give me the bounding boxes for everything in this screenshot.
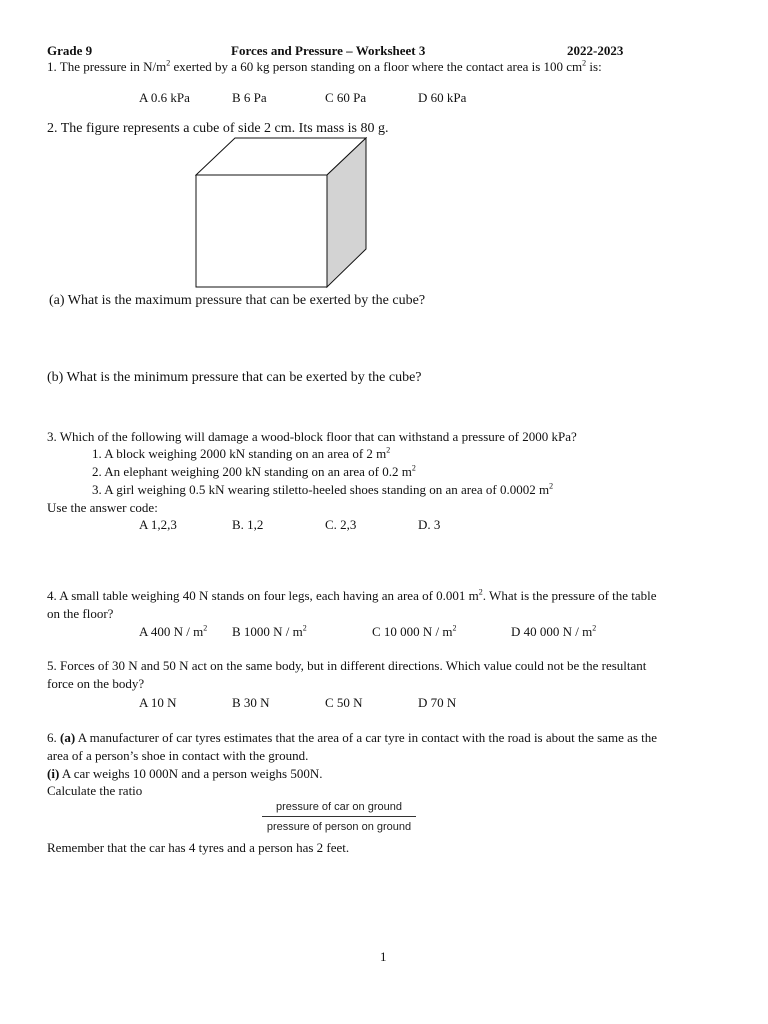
question-6-text: 6. (a) A manufacturer of car tyres estimates that the area of a car tyre in contact with the road is about the same as the (47, 730, 658, 745)
question-6-note: Remember that the car has 4 tyres and a person has 2 feet. (47, 840, 350, 855)
q1-option-a: A 0.6 kPa (139, 90, 190, 105)
cube-figure (195, 137, 367, 289)
q5-option-c: C 50 N (325, 695, 363, 710)
question-6-text-line2: area of a person’s shoe in contact with the ground. (47, 748, 309, 763)
question-3-text: 3. Which of the following will damage a wood-block floor that can withstand a pressure of 2000 kPa? (47, 429, 577, 444)
q5-option-a: A 10 N (139, 695, 177, 710)
question-1-text: 1. The pressure in $N/m^2$ exerted by a 60 kg person standing on a floor where the contact area is 100 $cm^2$ is: (47, 58, 602, 74)
q3-item-1: 1. A block weighing 2000 kN standing on an area of 2 $m^2$ (92, 445, 391, 461)
question-5-text: 5. Forces of 30 N and 50 N act on the same body, but in different directions. Which value could not be the resultant (47, 658, 647, 673)
q3-item-2: 2. An elephant weighing 200 kN standing on an area of 0.2 $m^2$ (92, 463, 416, 479)
q3-option-d: D. 3 (418, 517, 441, 532)
grade-label: Grade 9 (47, 43, 93, 58)
question-2b-text: (b) What is the minimum pressure that can be exerted by the cube? (47, 370, 422, 385)
q1-option-d: D 60 kPa (418, 90, 467, 105)
question-2-text: 2. The figure represents a cube of side 2 cm. Its mass is 80 g. (47, 121, 389, 136)
ratio-numerator: pressure of car on ground (276, 801, 402, 813)
q5-option-d: D 70 N (418, 695, 457, 710)
ratio-denominator: pressure of person on ground (266, 821, 412, 833)
q1-option-b: B 6 Pa (232, 90, 267, 105)
question-2a-text: (a) What is the maximum pressure that can be exerted by the cube? (49, 293, 426, 308)
q4-option-a: A 400 N / $m^2$ (139, 623, 208, 639)
worksheet-title: Forces and Pressure – Worksheet 3 (231, 43, 426, 58)
question-5-text-line2: force on the body? (47, 676, 145, 691)
q3-item-3: 3. A girl weighing 0.5 kN wearing stiletto-heeled shoes standing on an area of 0.0002 $m^2$ (92, 481, 554, 497)
question-4-text: 4. A small table weighing 40 N stands on four legs, each having an area of 0.001 $m^2$. What is the pressure of the table (47, 587, 657, 603)
question-6i-text: (i) A car weighs 10 000N and a person weighs 500N. (47, 766, 323, 781)
page-number: 1 (380, 949, 387, 964)
school-year: 2022-2023 (567, 43, 624, 58)
q4-option-c: C 10 000 N / $m^2$ (372, 623, 457, 639)
q3-option-a: A 1,2,3 (139, 517, 177, 532)
q4-option-d: D 40 000 N / $m^2$ (511, 623, 597, 639)
cube-front-face (196, 175, 327, 287)
question-4-text-line2: on the floor? (47, 606, 114, 621)
q3-option-c: C. 2,3 (325, 517, 357, 532)
q3-answer-code: Use the answer code: (47, 500, 158, 515)
q5-option-b: B 30 N (232, 695, 270, 710)
pressure-ratio-fraction (262, 801, 416, 833)
q4-option-b: B 1000 N / $m^2$ (232, 623, 307, 639)
q1-option-c: C 60 Pa (325, 90, 367, 105)
q3-option-b: B. 1,2 (232, 517, 264, 532)
question-6-calc-text: Calculate the ratio (47, 783, 143, 798)
